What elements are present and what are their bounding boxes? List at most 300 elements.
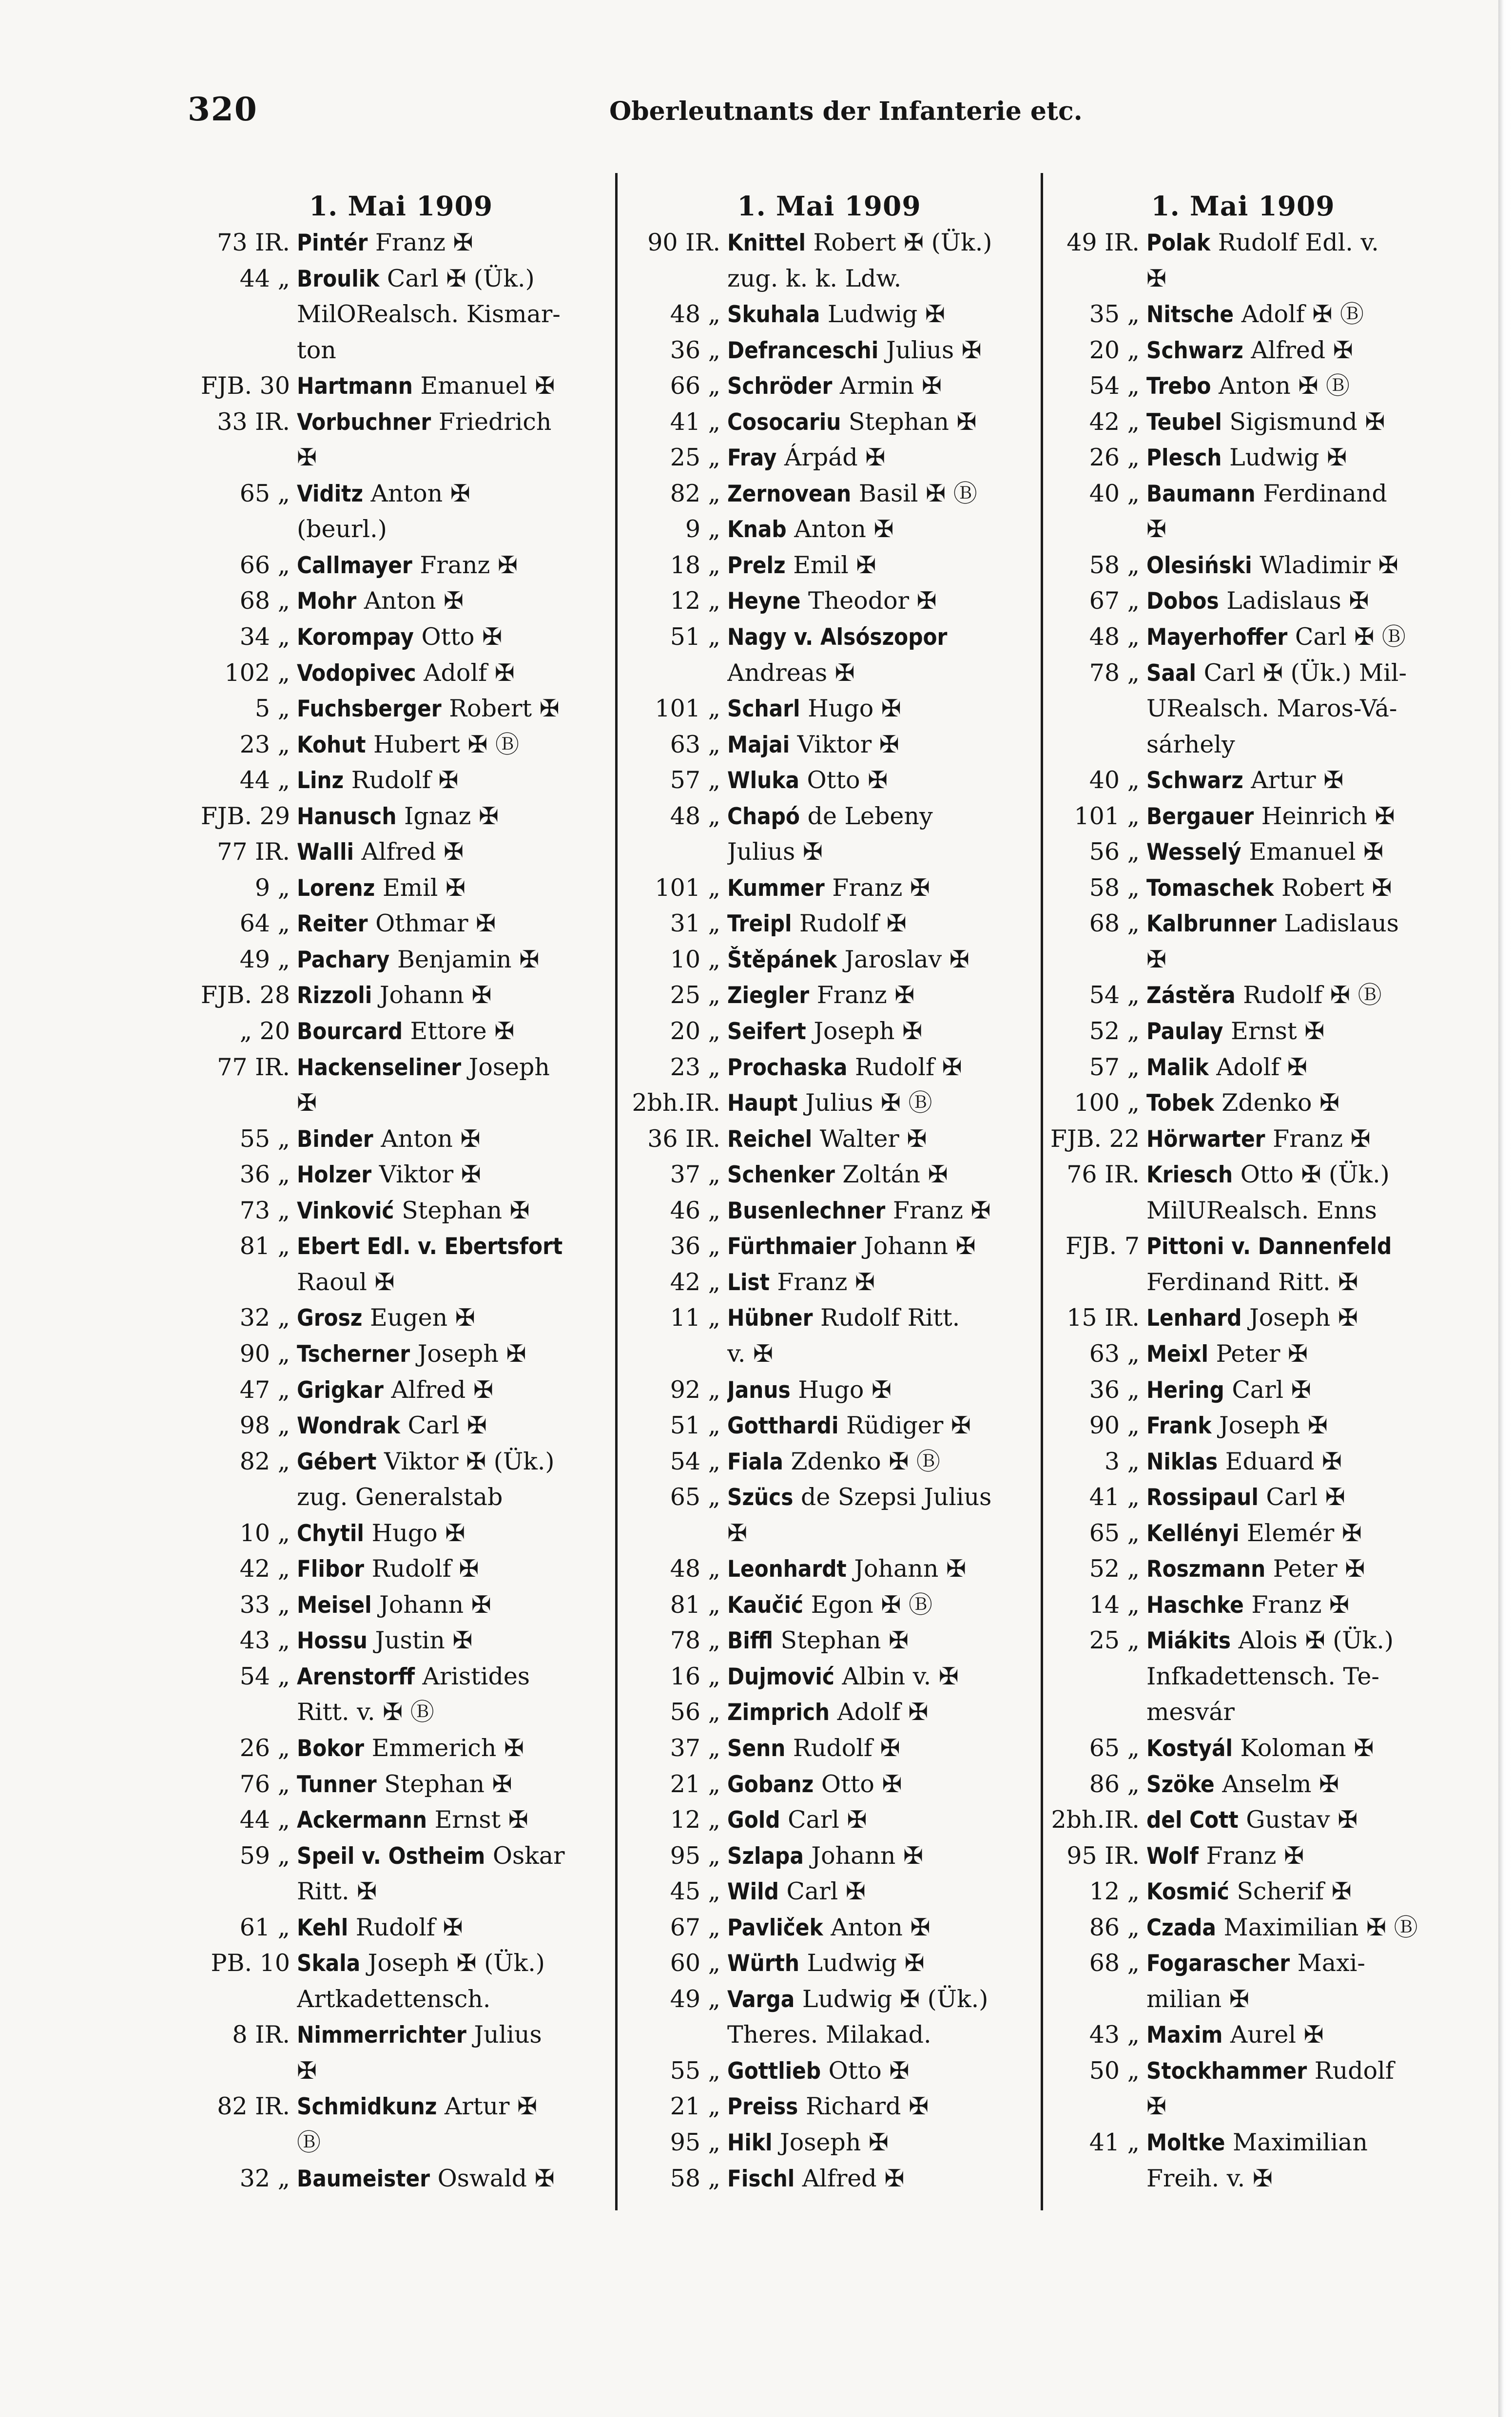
regiment-number: 20 „ <box>1089 336 1140 364</box>
regiment-number: 3 „ <box>1104 1447 1140 1475</box>
regiment-number: 36 IR. <box>647 1124 720 1153</box>
entry-text <box>727 798 1039 834</box>
given-name-and-notes: Joseph ✠ <box>806 1017 923 1045</box>
given-name-and-notes: Stephan ✠ <box>841 407 977 436</box>
given-name-and-notes: Ferdinand Ritt. ✠ <box>1146 1268 1358 1296</box>
roster-line <box>1043 619 1443 655</box>
entry-text <box>297 1264 617 1300</box>
given-name-and-notes: Gustav ✠ <box>1238 1806 1358 1834</box>
entry-text <box>727 1300 1039 1336</box>
regiment-number: 31 „ <box>670 909 720 938</box>
column-heading: 1. Mai 1909 <box>309 190 493 222</box>
roster-line <box>619 691 1039 727</box>
roster-line <box>619 1264 1039 1300</box>
roster-line <box>619 2053 1039 2089</box>
regiment-number: 34 „ <box>239 623 290 651</box>
entry-text <box>727 1121 1039 1157</box>
regiment-number: 14 „ <box>1089 1590 1140 1619</box>
given-name-and-notes: ✠ <box>297 2056 317 2085</box>
entry-text <box>297 1587 617 1623</box>
regiment-number <box>185 1264 297 1300</box>
surname: Meixl <box>1146 1340 1209 1368</box>
given-name-and-notes: Rudolf ✠ <box>785 1734 900 1762</box>
given-name-and-notes: Julius ✠ <box>878 336 982 364</box>
regiment-number: FJB. 29 <box>200 802 290 830</box>
regiment-number: 52 „ <box>1089 1017 1140 1045</box>
roster-line <box>185 1264 617 1300</box>
roster-line <box>619 261 1039 297</box>
surname: Kalbrunner <box>1146 910 1277 938</box>
regiment-number: 66 „ <box>670 372 720 400</box>
entry-text <box>727 2161 1039 2197</box>
roster-line <box>185 1479 617 1515</box>
roster-line <box>1043 296 1443 332</box>
given-name-and-notes: Franz ✠ <box>824 873 930 902</box>
roster-line <box>1043 1694 1443 1730</box>
given-name-and-notes: Maxi- <box>1290 1949 1365 1977</box>
surname: Seifert <box>727 1018 806 1045</box>
regiment-number: 36 „ <box>670 1232 720 1260</box>
surname: Majai <box>727 731 790 758</box>
roster-line <box>619 1730 1039 1766</box>
entry-text <box>1146 977 1443 1013</box>
surname: Szöke <box>1146 1771 1215 1798</box>
entry-text <box>727 1587 1039 1623</box>
roster-line <box>185 942 617 978</box>
given-name-and-notes: Julius ✠ <box>727 838 823 866</box>
given-name-and-notes: Viktor ✠ <box>790 730 899 758</box>
entry-text <box>297 1623 617 1659</box>
regiment-number: 100 „ <box>1074 1089 1140 1117</box>
entry-text <box>297 834 617 870</box>
entry-text <box>297 1981 617 2017</box>
entry-text <box>1146 1945 1443 1981</box>
roster-line <box>185 1121 617 1157</box>
given-name-and-notes: Ludwig ✠ <box>1221 444 1347 472</box>
given-name-and-notes: Alois ✠ (Ük.) <box>1231 1626 1394 1655</box>
roster-line <box>619 404 1039 440</box>
surname: Baumann <box>1146 480 1256 507</box>
roster-line <box>619 906 1039 942</box>
surname: Gotthardi <box>727 1412 839 1440</box>
surname: Wild <box>727 1878 779 1906</box>
surname: Vinković <box>297 1197 394 1224</box>
regiment-number: 90 „ <box>1089 1412 1140 1440</box>
roster-line <box>619 1300 1039 1336</box>
surname: Schwarz <box>1146 767 1243 794</box>
given-name-and-notes: Ignaz ✠ <box>396 802 499 830</box>
surname: Korompay <box>297 624 414 651</box>
regiment-number: 15 IR. <box>1066 1304 1140 1332</box>
entry-text <box>727 1408 1039 1444</box>
surname: Holzer <box>297 1161 372 1189</box>
regiment-number: 44 „ <box>239 264 290 292</box>
entry-text <box>297 2161 617 2197</box>
roster-line <box>619 1121 1039 1157</box>
roster-line <box>619 1587 1039 1623</box>
entry-text <box>727 261 1039 297</box>
entry-text <box>727 1981 1039 2017</box>
roster-line <box>619 1623 1039 1659</box>
surname: Ackermann <box>297 1807 427 1834</box>
given-name-and-notes: Jaroslav ✠ <box>837 945 969 973</box>
given-name-and-notes: Hubert ✠ Ⓑ <box>366 730 519 758</box>
regiment-number: 21 „ <box>670 1770 720 1798</box>
given-name-and-notes: Emil ✠ <box>785 551 876 579</box>
roster-line <box>1043 1838 1443 1874</box>
regiment-number: PB. 10 <box>211 1949 290 1977</box>
given-name-and-notes: MilURealsch. Enns <box>1146 1196 1377 1224</box>
given-name-and-notes: de Lebeny <box>800 802 933 830</box>
entry-text <box>1146 619 1443 655</box>
given-name-and-notes: Maximilian <box>1225 2128 1368 2156</box>
roster-line <box>1043 1013 1443 1049</box>
given-name-and-notes: zug. k. k. Ldw. <box>727 264 902 292</box>
entry-text <box>297 906 617 942</box>
entry-text <box>727 1515 1039 1551</box>
given-name-and-notes: Ernst ✠ <box>1223 1017 1325 1045</box>
entry-text <box>1146 655 1443 691</box>
surname: Varga <box>727 1986 795 2013</box>
entry-text <box>727 2125 1039 2161</box>
surname: Cosocariu <box>727 408 841 436</box>
given-name-and-notes: Franz ✠ <box>885 1196 991 1224</box>
entry-text <box>727 1228 1039 1264</box>
regiment-number <box>619 2017 727 2053</box>
surname: Malik <box>1146 1054 1209 1081</box>
regiment-number <box>1043 1659 1146 1695</box>
regiment-number: 77 IR. <box>217 838 290 866</box>
given-name-and-notes: Friedrich <box>431 407 552 436</box>
regiment-number: 54 „ <box>1089 372 1140 400</box>
regiment-number: 44 „ <box>239 766 290 794</box>
regiment-number: 57 „ <box>670 766 720 794</box>
roster-line <box>619 1659 1039 1695</box>
regiment-number <box>1043 511 1146 547</box>
regiment-number: 76 „ <box>239 1770 290 1798</box>
roster-line <box>1043 368 1443 404</box>
entry-text <box>1146 440 1443 476</box>
surname: Reichel <box>727 1125 813 1153</box>
roster-line <box>1043 1085 1443 1121</box>
roster-line <box>1043 404 1443 440</box>
surname: Tunner <box>297 1771 377 1798</box>
entry-text <box>1146 834 1443 870</box>
given-name-and-notes: Ludwig ✠ <box>820 300 945 329</box>
roster-line <box>1043 691 1443 727</box>
given-name-and-notes: ✠ <box>297 1089 317 1117</box>
regiment-number: 90 IR. <box>647 229 720 256</box>
given-name-and-notes: Adolf ✠ Ⓑ <box>1234 300 1364 329</box>
surname: Skala <box>297 1950 361 1977</box>
given-name-and-notes: Aristides <box>414 1662 530 1690</box>
given-name-and-notes: Carl ✠ (Ük.) Mil- <box>1196 658 1407 687</box>
roster-line <box>1043 1408 1443 1444</box>
given-name-and-notes: Anton ✠ <box>823 1913 930 1941</box>
surname: Wesselý <box>1146 839 1241 866</box>
roster-line <box>619 332 1039 368</box>
regiment-number: 67 „ <box>1089 587 1140 615</box>
regiment-number <box>1043 1694 1146 1730</box>
surname: Lorenz <box>297 874 375 902</box>
given-name-and-notes: Johann ✠ <box>846 1555 967 1583</box>
entry-text <box>1146 870 1443 906</box>
given-name-and-notes: Hugo ✠ <box>790 1375 892 1404</box>
given-name-and-notes: Ludwig ✠ (Ük.) <box>795 1985 989 2013</box>
roster-line <box>1043 1479 1443 1515</box>
roster-line <box>619 1336 1039 1372</box>
entry-text <box>1146 1551 1443 1587</box>
given-name-and-notes: Rudolf <box>1307 2056 1394 2085</box>
regiment-number <box>1043 1981 1146 2017</box>
given-name-and-notes: Rüdiger ✠ <box>838 1412 971 1440</box>
regiment-number: 37 „ <box>670 1160 720 1189</box>
entry-text <box>727 834 1039 870</box>
entry-text <box>727 1193 1039 1229</box>
roster-line <box>619 1049 1039 1085</box>
entry-text <box>1146 1587 1443 1623</box>
regiment-number <box>185 440 297 476</box>
regiment-number: 65 „ <box>670 1483 720 1511</box>
given-name-and-notes: Zoltán ✠ <box>834 1160 948 1189</box>
given-name-and-notes: Robert ✠ (Ük.) <box>805 229 992 256</box>
roster-line <box>619 1228 1039 1264</box>
surname: Linz <box>297 767 344 794</box>
regiment-number <box>1043 1264 1146 1300</box>
surname: Gottlieb <box>727 2057 821 2085</box>
regiment-number: 101 „ <box>1074 802 1140 830</box>
roster-line <box>619 727 1039 763</box>
roster-line <box>1043 1049 1443 1085</box>
entry-text <box>1146 225 1443 261</box>
given-name-and-notes: Othmar ✠ <box>368 909 496 938</box>
roster-line <box>619 440 1039 476</box>
roster-line <box>185 1444 617 1480</box>
surname: Gobanz <box>727 1771 814 1798</box>
regiment-number: 23 „ <box>239 730 290 758</box>
given-name-and-notes: Raoul ✠ <box>297 1268 395 1296</box>
entry-text <box>1146 906 1443 942</box>
regiment-number <box>619 1515 727 1551</box>
entry-text <box>727 870 1039 906</box>
roster-line <box>619 2125 1039 2161</box>
regiment-number: 10 „ <box>239 1519 290 1547</box>
regiment-number: 65 „ <box>239 479 290 507</box>
roster-line <box>619 762 1039 798</box>
regiment-number: 102 „ <box>224 658 290 687</box>
surname: Janus <box>727 1376 791 1404</box>
given-name-and-notes: Anton ✠ <box>786 515 894 543</box>
surname: Prelz <box>727 552 786 579</box>
given-name-and-notes: Oswald ✠ <box>430 2164 555 2192</box>
surname: Kellényi <box>1146 1520 1240 1547</box>
given-name-and-notes: Armin ✠ <box>832 372 942 400</box>
entry-text <box>727 691 1039 727</box>
given-name-and-notes: Rudolf ✠ <box>792 909 907 938</box>
regiment-number: 68 „ <box>239 587 290 615</box>
entry-text <box>297 440 617 476</box>
roster-line <box>185 1730 617 1766</box>
roster-line <box>1043 798 1443 834</box>
roster-line <box>619 1945 1039 1981</box>
entry-text <box>727 1694 1039 1730</box>
entry-text <box>727 583 1039 619</box>
surname: Scharl <box>727 696 800 723</box>
given-name-and-notes: Anton ✠ Ⓑ <box>1211 372 1350 400</box>
entry-text <box>297 404 617 440</box>
entry-text <box>1146 2053 1443 2089</box>
surname: Wluka <box>727 767 799 794</box>
surname: Paulay <box>1146 1018 1223 1045</box>
surname: Hörwarter <box>1146 1125 1265 1153</box>
entry-text <box>1146 368 1443 404</box>
entry-text <box>1146 1300 1443 1336</box>
roster-line <box>619 1981 1039 2017</box>
surname: Kummer <box>727 874 825 902</box>
surname: Gébert <box>297 1448 377 1475</box>
roster-line <box>185 1659 617 1695</box>
roster-line <box>619 942 1039 978</box>
entry-text <box>1146 1838 1443 1874</box>
entry-text <box>727 2053 1039 2089</box>
surname: Ebert Edl. v. Ebertsfort <box>297 1233 563 1260</box>
entry-text <box>1146 1408 1443 1444</box>
entry-text <box>1146 1874 1443 1910</box>
surname: Pachary <box>297 946 390 973</box>
entry-text <box>1146 798 1443 834</box>
surname: Štěpánek <box>727 946 837 973</box>
column-heading: 1. Mai 1909 <box>737 190 921 222</box>
given-name-and-notes: Adolf ✠ <box>830 1698 929 1726</box>
given-name-and-notes: Andreas ✠ <box>727 658 855 687</box>
surname: Niklas <box>1146 1448 1218 1475</box>
entry-text <box>297 655 617 691</box>
entry-text <box>297 762 617 798</box>
entry-text <box>297 1766 617 1802</box>
regiment-number: 25 „ <box>670 444 720 472</box>
entry-text <box>297 2053 617 2089</box>
roster-line <box>185 798 617 834</box>
surname: Dujmović <box>727 1663 834 1690</box>
regiment-number <box>185 1874 297 1910</box>
regiment-number <box>1043 727 1146 763</box>
regiment-number: 63 „ <box>670 730 720 758</box>
surname: Schröder <box>727 373 833 400</box>
regiment-number: 61 „ <box>239 1913 290 1941</box>
surname: Fray <box>727 445 777 472</box>
entry-text <box>297 225 617 261</box>
regiment-number <box>185 1085 297 1121</box>
column-3 <box>1043 188 1443 2196</box>
entry-text <box>1146 404 1443 440</box>
roster-line <box>185 870 617 906</box>
roster-line <box>1043 440 1443 476</box>
entry-text <box>1146 583 1443 619</box>
roster-line <box>1043 332 1443 368</box>
surname: del Cott <box>1146 1807 1239 1834</box>
entry-text <box>727 1623 1039 1659</box>
roster-line <box>1043 1300 1443 1336</box>
given-name-and-notes: ✠ <box>1146 945 1167 973</box>
regiment-number: 45 „ <box>670 1877 720 1906</box>
given-name-and-notes: Franz ✠ <box>1243 1590 1350 1619</box>
roster-line <box>185 1981 617 2017</box>
given-name-and-notes: Rudolf ✠ Ⓑ <box>1235 981 1382 1009</box>
surname: Kehl <box>297 1914 349 1941</box>
entry-text <box>1146 691 1443 727</box>
roster-line <box>1043 225 1443 261</box>
surname: Chapó <box>727 803 800 830</box>
given-name-and-notes: Oskar <box>485 1841 565 1870</box>
surname: Rizzoli <box>297 982 372 1009</box>
regiment-number <box>1043 2088 1146 2125</box>
roster-line <box>1043 1157 1443 1193</box>
given-name-and-notes: Johann ✠ <box>372 981 492 1009</box>
entry-text <box>727 1838 1039 1874</box>
roster-line <box>185 1300 617 1336</box>
entry-text <box>297 1694 617 1730</box>
entry-text <box>1146 511 1443 547</box>
entry-text <box>1146 1121 1443 1157</box>
entry-text <box>727 1479 1039 1515</box>
surname: Senn <box>727 1735 786 1762</box>
surname: Preiss <box>727 2093 798 2121</box>
given-name-and-notes: Elemér ✠ <box>1239 1519 1362 1547</box>
roster-line <box>185 583 617 619</box>
roster-line <box>619 1766 1039 1802</box>
given-name-and-notes: Julius ✠ Ⓑ <box>797 1089 932 1117</box>
running-title: Oberleutnants der Infanterie etc. <box>609 97 1083 126</box>
entry-text <box>1146 1085 1443 1121</box>
roster-line <box>1043 1336 1443 1372</box>
surname: Callmayer <box>297 552 412 579</box>
surname: Olesiński <box>1146 552 1252 579</box>
given-name-and-notes: Franz ✠ <box>1198 1841 1304 1870</box>
surname: Stockhammer <box>1146 2057 1307 2085</box>
entry-text <box>727 1013 1039 1049</box>
roster-line <box>1043 1193 1443 1229</box>
roster-line <box>1043 2125 1443 2161</box>
roster-line <box>619 1838 1039 1874</box>
regiment-number: 101 „ <box>655 873 720 902</box>
entry-text <box>727 1659 1039 1695</box>
given-name-and-notes: Egon ✠ Ⓑ <box>803 1590 932 1619</box>
given-name-and-notes: Ⓑ <box>297 2128 321 2156</box>
surname: Teubel <box>1146 408 1222 436</box>
entry-text <box>297 1408 617 1444</box>
regiment-number <box>185 332 297 368</box>
roster-line <box>185 1336 617 1372</box>
regiment-number: 95 IR. <box>1066 1841 1140 1870</box>
regiment-number: 54 „ <box>670 1447 720 1475</box>
roster-line <box>185 2053 617 2089</box>
given-name-and-notes: Eduard ✠ <box>1218 1447 1342 1475</box>
roster-line <box>619 2088 1039 2125</box>
regiment-number: 16 „ <box>670 1662 720 1690</box>
entry-text <box>727 1336 1039 1372</box>
regiment-number: 66 „ <box>239 551 290 579</box>
roster-line <box>1043 2017 1443 2053</box>
regiment-number: 57 „ <box>1089 1053 1140 1081</box>
roster-line <box>1043 1264 1443 1300</box>
surname: Lenhard <box>1146 1305 1242 1332</box>
given-name-and-notes: Ettore ✠ <box>402 1017 515 1045</box>
entry-text <box>1146 1910 1443 1946</box>
given-name-and-notes: Rudolf ✠ <box>344 766 459 794</box>
regiment-number: 58 „ <box>1089 551 1140 579</box>
given-name-and-notes: Artkadettensch. <box>297 1985 491 2013</box>
given-name-and-notes: Viktor ✠ <box>371 1160 481 1189</box>
